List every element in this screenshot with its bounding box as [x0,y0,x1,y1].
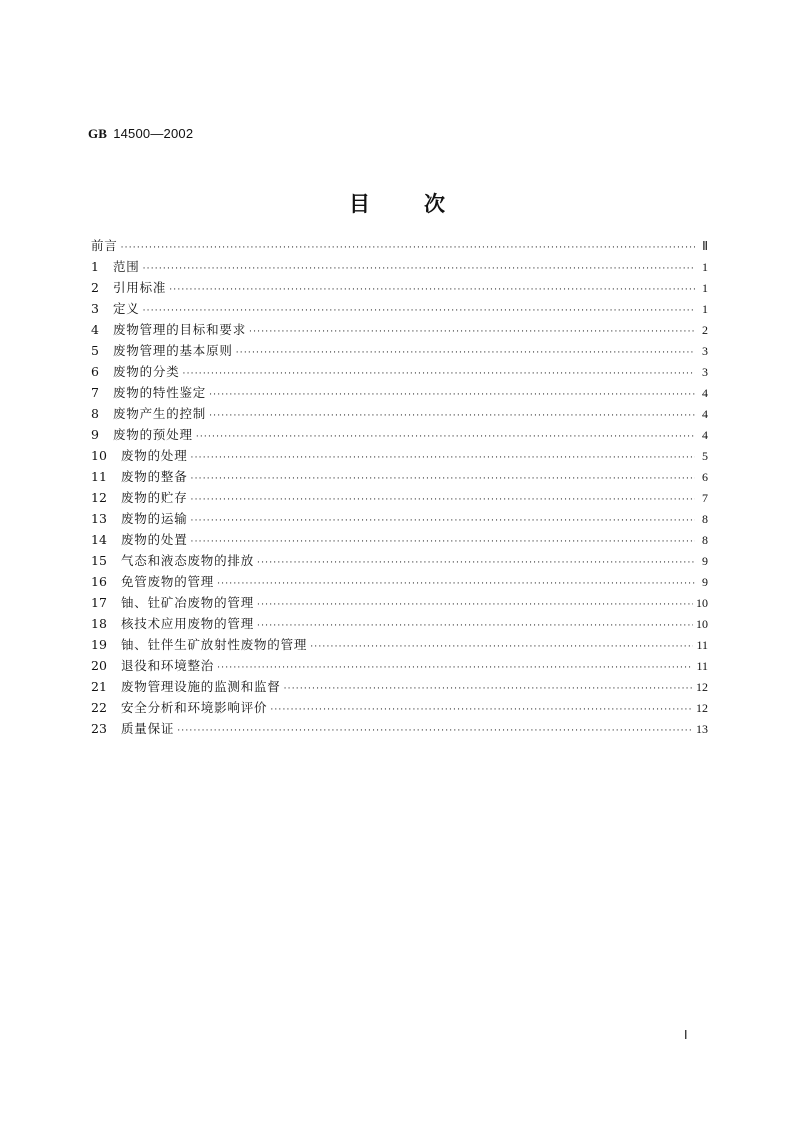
toc-entry-page: 4 [702,428,708,442]
toc-title-right: 次 [424,191,445,216]
toc-entry-label: 废物的贮存 [121,490,188,505]
toc-entry-label: 定义 [113,301,140,316]
toc-entry-page: 11 [696,638,708,652]
toc-leader-dots [191,532,695,553]
toc-entry-label: 前言 [91,238,118,253]
toc-entry-number: 1 [91,259,99,274]
toc-entry-number: 20 [91,658,107,673]
toc-leader-dots [177,721,693,742]
toc-entry-page: 8 [702,512,708,526]
toc-entry-label: 废物的整备 [121,469,188,484]
toc-entry[interactable] [91,655,708,676]
toc-entry[interactable] [91,235,708,256]
toc-entry[interactable] [91,613,708,634]
toc-leader-dots [270,700,693,721]
toc-leader-dots [196,427,695,448]
toc-entry-number: 18 [91,616,107,631]
standard-code [88,126,193,142]
toc-entry-number: 12 [91,490,107,505]
toc-entry[interactable] [91,697,708,718]
toc-entry-label: 安全分析和环境影响评价 [121,700,268,715]
toc-entry[interactable] [91,550,708,571]
toc-entry-label: 引用标准 [113,280,167,295]
toc-entry-page: Ⅱ [702,239,708,253]
toc-entry-page: 4 [702,407,708,421]
toc-entry-page: 11 [696,659,708,673]
toc-entry-number: 14 [91,532,107,547]
toc-entry-page: 3 [702,344,708,358]
toc-entry-page: 7 [702,491,708,505]
toc-entry-page: 12 [696,680,708,694]
standard-prefix: GB [88,126,108,141]
toc-entry-label: 废物的运输 [121,511,188,526]
toc-entry-number: 6 [91,364,99,379]
toc-entry-number: 15 [91,553,107,568]
toc-entry-page: 12 [696,701,708,715]
toc-entry-number: 17 [91,595,107,610]
toc-entry[interactable] [91,529,708,550]
toc-entry-number: 21 [91,679,107,694]
toc-entry-page: 1 [702,302,708,316]
toc-leader-dots [257,553,695,574]
toc-entry-number: 11 [91,469,107,484]
toc-leader-dots [183,364,695,385]
toc-entry-page: 2 [702,323,708,337]
toc-leader-dots [209,406,695,427]
toc-entry-page: 8 [702,533,708,547]
toc-entry[interactable] [91,277,708,298]
toc-entry[interactable] [91,718,708,739]
toc-entry-page: 13 [696,722,708,736]
toc-entry-number: 7 [91,385,99,400]
toc-leader-dots [217,574,695,595]
toc-entry-page: 3 [702,365,708,379]
toc-entry-number: 10 [91,448,107,463]
toc-entry-page: 6 [702,470,708,484]
toc-entry-label: 废物的处理 [121,448,188,463]
toc-entry-number: 23 [91,721,107,736]
toc-entry-page: 1 [702,260,708,274]
standard-number: 14500—2002 [113,126,194,141]
toc-entry-label: 铀、钍伴生矿放射性废物的管理 [121,637,308,652]
toc-leader-dots [191,448,695,469]
toc-entry[interactable] [91,340,708,361]
toc-entry-label: 废物管理设施的监测和监督 [121,679,281,694]
toc-entry-number: 19 [91,637,107,652]
toc-leader-dots [310,637,693,658]
toc-entry-page: 4 [702,386,708,400]
toc-entry-number: 22 [91,700,107,715]
toc-entry-label: 核技术应用废物的管理 [121,616,255,631]
toc-entry-number: 2 [91,280,99,295]
toc-entry[interactable] [91,319,708,340]
toc-leader-dots [143,259,695,280]
toc-entry-page: 10 [696,617,708,631]
toc-leader-dots [191,469,695,490]
toc-entry-number: 9 [91,427,99,442]
toc-leader-dots [284,679,693,700]
toc-entry[interactable] [91,634,708,655]
toc-entry-label: 废物管理的基本原则 [113,343,233,358]
toc-entry-label: 质量保证 [121,721,175,736]
toc-leader-dots [217,658,693,679]
toc-leader-dots [257,595,693,616]
toc-entry-label: 废物的分类 [113,364,180,379]
toc-entry[interactable] [91,424,708,445]
toc-entry-label: 铀、钍矿冶废物的管理 [121,595,255,610]
toc-leader-dots [191,490,695,511]
toc-leader-dots [169,280,695,301]
toc-leader-dots [209,385,695,406]
toc-entry-label: 免管废物的管理 [121,574,215,589]
toc-entry-page: 9 [702,554,708,568]
table-of-contents [91,235,708,739]
page-number: Ⅰ [684,1028,688,1042]
toc-leader-dots [191,511,695,532]
toc-entry-page: 10 [696,596,708,610]
toc-entry-number: 3 [91,301,99,316]
toc-entry-number: 5 [91,343,99,358]
toc-entry[interactable] [91,508,708,529]
toc-entry-label: 废物产生的控制 [113,406,207,421]
toc-entry[interactable] [91,466,708,487]
toc-leader-dots [257,616,693,637]
toc-entry[interactable] [91,487,708,508]
toc-leader-dots [121,238,695,259]
toc-entry[interactable] [91,571,708,592]
toc-entry[interactable] [91,298,708,319]
toc-entry-number: 16 [91,574,107,589]
toc-entry-page: 9 [702,575,708,589]
toc-entry[interactable] [91,256,708,277]
toc-entry-label: 气态和液态废物的排放 [121,553,255,568]
toc-entry-number: 4 [91,322,99,337]
toc-entry[interactable] [91,361,708,382]
toc-entry[interactable] [91,676,708,697]
toc-entry[interactable] [91,403,708,424]
toc-entry-label: 废物的处置 [121,532,188,547]
toc-entry-label: 废物管理的目标和要求 [113,322,247,337]
toc-leader-dots [249,322,695,343]
toc-entry-page: 1 [702,281,708,295]
toc-entry[interactable] [91,592,708,613]
toc-entry-number: 13 [91,511,107,526]
toc-title-left: 目 [349,191,370,216]
toc-entry[interactable] [91,382,708,403]
toc-entry-label: 退役和环境整治 [121,658,215,673]
toc-entry-label: 废物的预处理 [113,427,193,442]
toc-entry[interactable] [91,445,708,466]
toc-entry-label: 范围 [113,259,140,274]
toc-title [0,188,794,218]
toc-leader-dots [236,343,695,364]
toc-entry-number: 8 [91,406,99,421]
toc-entry-page: 5 [702,449,708,463]
toc-entry-label: 废物的特性鉴定 [113,385,207,400]
